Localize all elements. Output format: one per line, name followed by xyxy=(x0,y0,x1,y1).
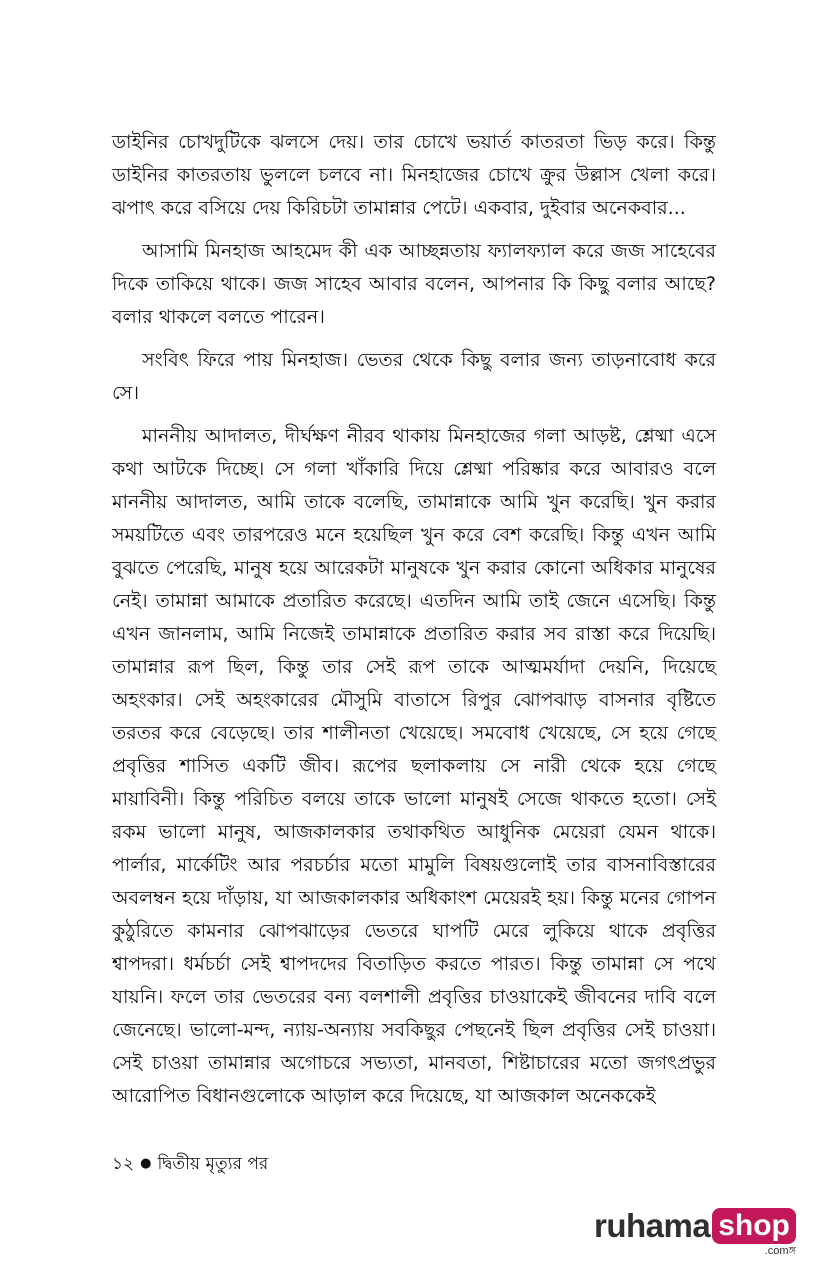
logo-text-shop: shop xyxy=(712,1208,796,1244)
page-number: ১২ xyxy=(112,1154,135,1174)
logo-shop-block xyxy=(710,1208,796,1257)
logo-text-ruhama: ruhama xyxy=(594,1207,711,1244)
page-body xyxy=(112,126,716,1123)
bullet-icon: ● xyxy=(140,1156,152,1171)
page-footer xyxy=(112,1152,268,1176)
logo-text-dotcom: .comঙ্গ xyxy=(764,1245,796,1257)
paragraph-3: সংবিৎ ফিরে পায় মিনহাজ। ভেতর থেকে কিছু বলার জন্য তাড়নাবোধ করে সে। xyxy=(112,349,716,404)
book-title: দ্বিতীয় মৃত্যুর পর xyxy=(157,1154,269,1174)
paragraph-2: আসামি মিনহাজ আহমেদ কী এক আচ্ছন্নতায় ফ্যালফ্যাল করে জজ সাহেবের দিকে তাকিয়ে থাকে। জজ সাহেব আবার বলেন, আপনার কি কিছু বলার আছে? বলার থাকলে বলতে পারেন। xyxy=(112,240,716,328)
paragraph-1: ডাইনির চোখদুটিকে ঝলসে দেয়। তার চোখে ভয়ার্ত কাতরতা ভিড় করে। কিন্তু ডাইনির কাতরতায় ভুললে চলবে না। মিনহাজের চোখে ক্রুর উল্লাস খেলা করে। ঝপাৎ করে বসিয়ে দেয় কিরিচটা তামান্নার পেটে। একবার, দুইবার অনেকবার... xyxy=(112,131,716,219)
paragraph-4: মাননীয় আদালত, দীর্ঘক্ষণ নীরব থাকায় মিনহাজের গলা আড়ষ্ট, শ্লেষ্মা এসে কথা আটকে দিচ্ছে। সে গলা খাঁকারি দিয়ে শ্লেষ্মা পরিষ্কার করে আবারও বলে মাননীয় আদালত, আমি তাকে বলেছি, তামান্নাকে আমি খুন করেছি। খুন করার সময়টিতে এবং তারপরেও মনে হয়েছিল খুন করে বেশ করেছি। কিন্তু এখন আমি বুঝতে পেরেছি, মানুষ হয়ে আরেকটা মানুষকে খুন করার কোনো অধিকার মানুষের নেই। তামান্না আমাকে প্রতারিত করেছে। এতদিন আমি তাই জেনে এসেছি। কিন্তু এখন জানলাম, আমি নিজেই তামান্নাকে প্রতারিত করার সব রাস্তা করে দিয়েছি। তামান্নার রূপ ছিল, কিন্তু তার সেই রূপ তাকে আত্মমর্যাদা দেয়নি, দিয়েছে অহংকার। সেই অহংকারের মৌসুমি বাতাসে রিপুর ঝোপঝাড় বাসনার বৃষ্টিতে তরতর করে বেড়েছে। তার শালীনতা খেয়েছে। সমবোধ খেয়েছে, সে হয়ে গেছে প্রবৃত্তির শাসিত একটি জীব। রূপের ছলাকলায় সে নারী থেকে হয়ে গেছে মায়াবিনী। কিন্তু পরিচিত বলয়ে তাকে ভালো মানুষই সেজে থাকতে হতো। সেই রকম ভালো মানুষ, আজকালকার তথাকথিত আধুনিক মেয়েরা যেমন থাকে। পার্লার, মার্কেটিং আর পরচর্চার মতো মামুলি বিষয়গুলোই তার বাসনাবিস্তারের অবলম্বন হয়ে দাঁড়ায়, যা আজকালকার অধিকাংশ মেয়েরই হয়। কিন্তু মনের গোপন কুঠুরিতে কামনার ঝোপঝাড়ের ভেতরে ঘাপটি মেরে লুকিয়ে থাকে প্রবৃত্তির শ্বাপদরা। ধর্মচর্চা সেই শ্বাপদদের বিতাড়িত করতে পারত। কিন্তু তামান্না সে পথে যায়নি। ফলে তার ভেতরের বন্য বলশালী প্রবৃত্তির চাওয়াকেই জীবনের দাবি বলে জেনেছে। ভালো-মন্দ, ন্যায়-অন্যায় সবকিছুর পেছনেই ছিল প্রবৃত্তির সেই চাওয়া। সেই চাওয়া তামান্নার অগোচরে সভ্যতা, মানবতা, শিষ্টাচারের মতো জগৎপ্রভুর আরোপিত বিধানগুলোকে আড়াল করে দিয়েছে, যা আজকাল অনেককেই xyxy=(112,425,716,1107)
ruhamashop-logo xyxy=(594,1208,796,1257)
